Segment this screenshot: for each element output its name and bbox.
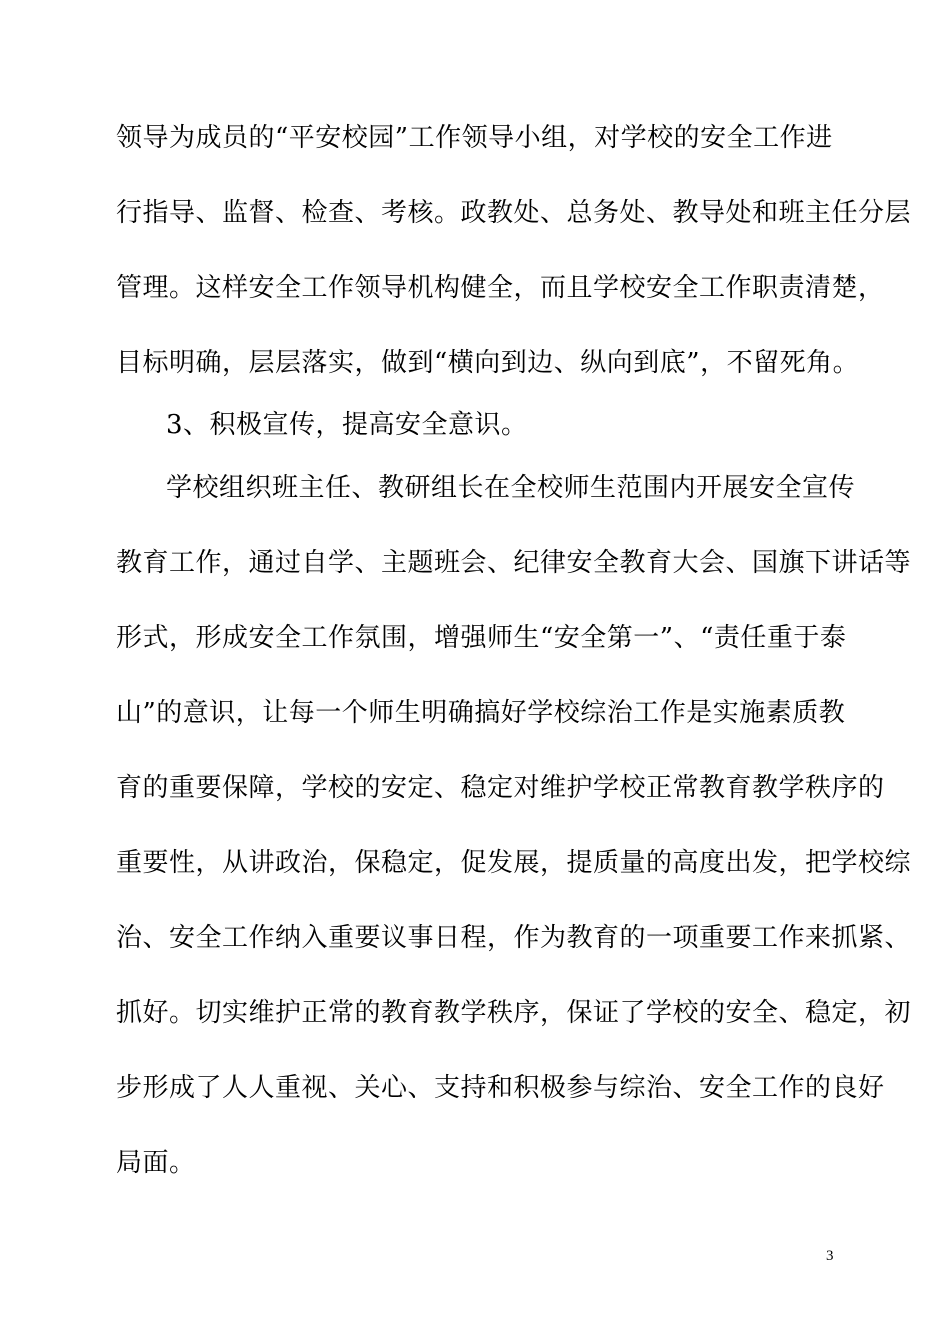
paragraph-line: 行指导、监督、检查、考核。政教处、总务处、教导处和班主任分层	[116, 198, 912, 228]
section-heading: 3、积极宣传，提高安全意识。	[166, 410, 528, 440]
paragraph-line: 山”的意识，让每一个师生明确搞好学校综治工作是实施素质教	[116, 698, 846, 728]
paragraph-line: 学校组织班主任、教研组长在全校师生范围内开展安全宣传	[166, 473, 856, 503]
paragraph-line: 抓好。切实维护正常的教育教学秩序，保证了学校的安全、稳定，初	[116, 998, 912, 1028]
paragraph-line: 教育工作，通过自学、主题班会、纪律安全教育大会、国旗下讲话等	[116, 548, 912, 578]
paragraph-line: 目标明确，层层落实，做到“横向到边、纵向到底”，不留死角。	[116, 348, 860, 378]
paragraph-line: 形式，形成安全工作氛围，增强师生“安全第一”、“责任重于泰	[116, 623, 847, 653]
paragraph-line: 育的重要保障，学校的安定、稳定对维护学校正常教育教学秩序的	[116, 773, 885, 803]
page-number: 3	[826, 1248, 834, 1264]
paragraph-line: 重要性，从讲政治，保稳定，促发展，提质量的高度出发，把学校综	[116, 848, 912, 878]
paragraph-line: 治、安全工作纳入重要议事日程，作为教育的一项重要工作来抓紧、	[116, 923, 912, 953]
paragraph-line: 领导为成员的“平安校园”工作领导小组，对学校的安全工作进	[116, 123, 833, 153]
paragraph-line: 局面。	[116, 1148, 196, 1178]
paragraph-line: 步形成了人人重视、关心、支持和积极参与综治、安全工作的良好	[116, 1073, 885, 1103]
paragraph-line: 管理。这样安全工作领导机构健全，而且学校安全工作职责清楚，	[116, 273, 885, 303]
